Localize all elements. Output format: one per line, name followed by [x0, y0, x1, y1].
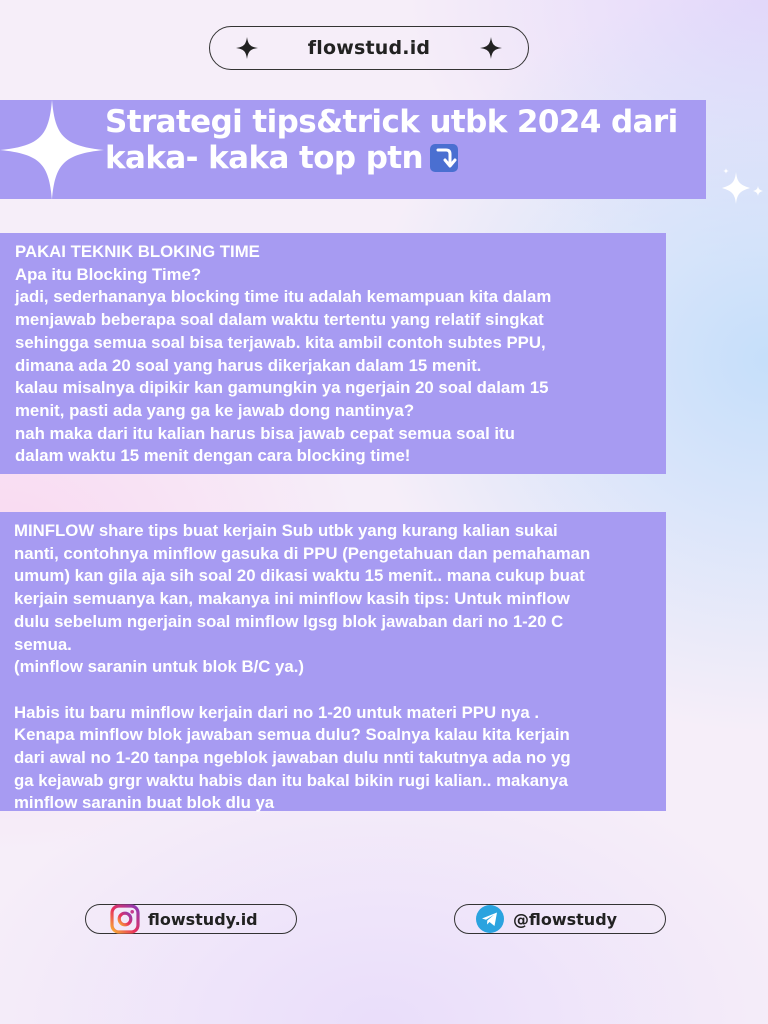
card2-line: Habis itu baru minflow kerjain dari no 1-20 untuk materi PPU nya .: [14, 702, 539, 722]
instagram-icon: [110, 904, 140, 934]
card2-line: dulu sebelum ngerjain soal minflow lgsg blok jawaban dari no 1-20 C: [14, 611, 564, 631]
card2-line: umum) kan gila aja sih soal 20 dikasi waktu 15 menit.. mana cukup buat: [14, 566, 585, 586]
sparkle-icon: [480, 37, 502, 59]
telegram-link[interactable]: [454, 904, 666, 934]
page-title-text: Strategi tips&trick utbk 2024 dari kaka- kaka top ptn: [105, 104, 678, 176]
card1-line: kalau misalnya dipikir kan gamungkin ya ngerjain 20 soal dalam 15: [15, 378, 549, 398]
card2-line: dari awal no 1-20 tanpa ngeblok jawaban dulu nnti takutnya ada no yg: [14, 748, 571, 768]
instagram-link[interactable]: [85, 904, 297, 934]
large-sparkle-icon: [0, 100, 104, 200]
card2-line: Kenapa minflow blok jawaban semua dulu? Soalnya kalau kita kerjain: [14, 725, 570, 745]
card1-line: nah maka dari itu kalian harus bisa jawab cepat semua soal itu: [15, 423, 515, 443]
card1-line: PAKAI TEKNIK BLOKING TIME: [15, 242, 260, 261]
twinkle-icon: [718, 168, 768, 210]
instagram-handle: flowstudy.id: [148, 909, 258, 929]
card1-line: dalam waktu 15 menit dengan cara blocking time!: [15, 446, 411, 466]
card1-line: menjawab beberapa soal dalam waktu tertentu yang relatif singkat: [15, 310, 544, 330]
card2-line: (minflow saranin untuk blok B/C ya.): [14, 657, 304, 677]
card2-line: MINFLOW share tips buat kerjain Sub utbk yang kurang kalian sukai: [14, 521, 558, 540]
blocking-time-card: [0, 233, 666, 474]
brand-pill: [209, 26, 529, 70]
minflow-tips-card: [0, 512, 666, 811]
brand-name: flowstud.id: [307, 37, 431, 59]
card1-line: menit, pasti ada yang ga ke jawab dong nantinya?: [15, 400, 415, 420]
page-title: [105, 104, 705, 176]
card2-line: minflow saranin buat blok dlu ya: [14, 793, 275, 813]
telegram-handle: @flowstudy: [513, 909, 618, 929]
card1-line: jadi, sederhananya blocking time itu adalah kemampuan kita dalam: [15, 287, 552, 307]
card2-line: kerjain semuanya kan, makanya ini minflow kasih tips: Untuk minflow: [14, 589, 570, 609]
telegram-icon: [475, 904, 505, 934]
card1-line: sehingga semua soal bisa terjawab. kita ambil contoh subtes PPU,: [15, 332, 546, 352]
card2-line: semua.: [14, 634, 72, 654]
card2-line: ga kejawab grgr waktu habis dan itu bakal bikin rugi kalian.. makanya: [14, 770, 568, 790]
card1-line: Apa itu Blocking Time?: [15, 264, 202, 284]
paragraph-gap: [14, 679, 656, 702]
arrow-down-badge-icon: [429, 143, 459, 173]
card1-line: dimana ada 20 soal yang harus dikerjakan dalam 15 menit.: [15, 355, 482, 375]
sparkle-icon: [236, 37, 258, 59]
card2-line: nanti, contohnya minflow gasuka di PPU (Pengetahuan dan pemahaman: [14, 543, 591, 563]
